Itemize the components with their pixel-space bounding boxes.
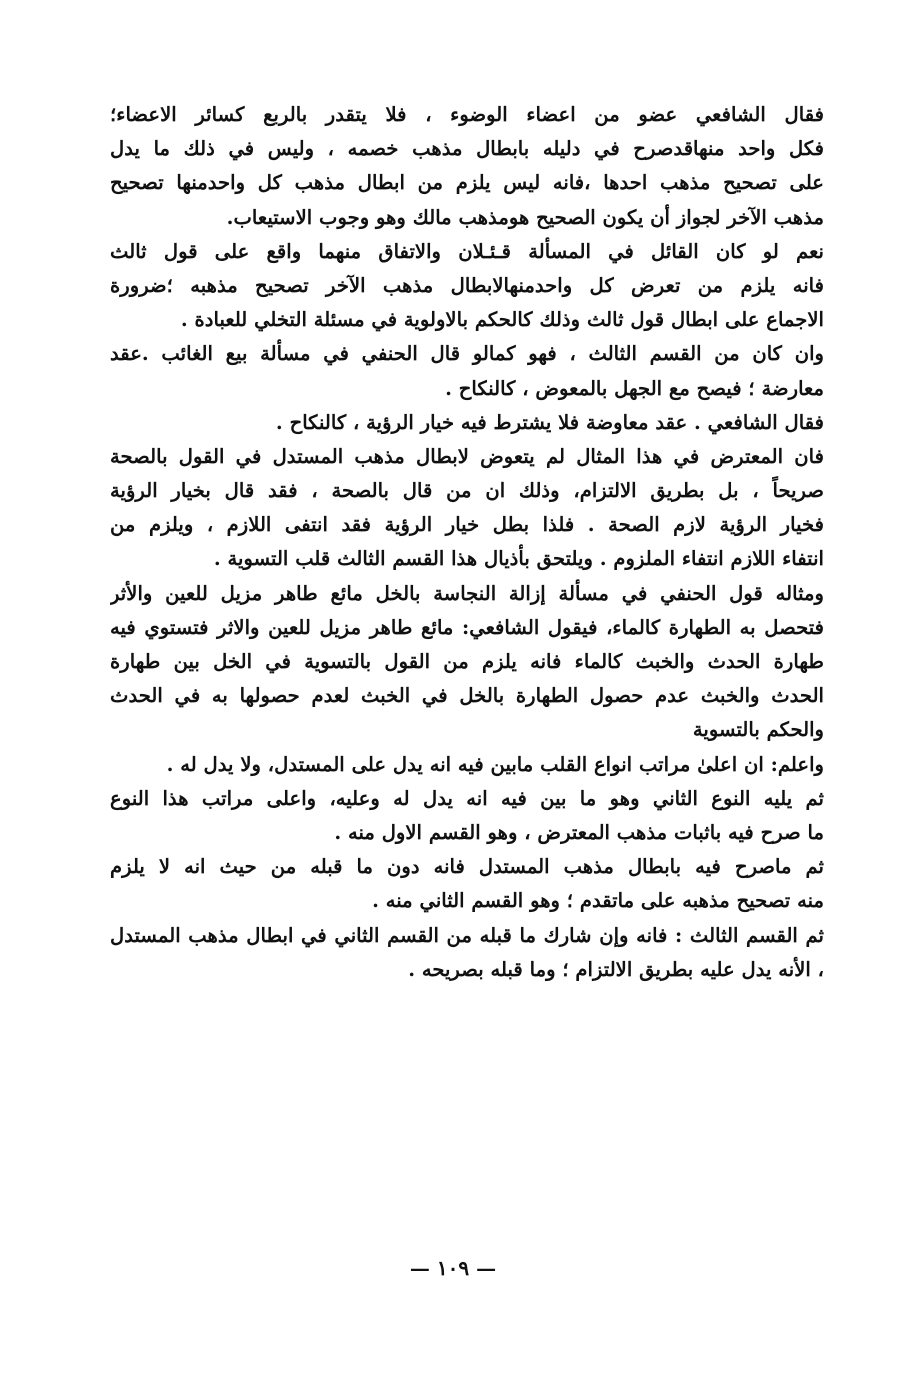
text-line: منه تصحيح مذهبه على ماتقدم ؛ وهو القسم الثاني منه . xyxy=(372,889,824,913)
page-number: — ١٠٩ — xyxy=(409,1256,497,1280)
text-line: ثم ماصرح فيه بابطال مذهب المستدل فانه دون ما قبله من حيث انه لا يلزم xyxy=(110,855,824,879)
text-line: معارضة ؛ فيصح مع الجهل بالمعوض ، كالنكاح . xyxy=(445,376,824,400)
text-line: واعلم: ان اعلىٰ مراتب انواع القلب مابين فيه انه يدل على المستدل، ولا يدل له . xyxy=(166,752,824,776)
text-line: فتحصل به الطهارة كالماء، فيقول الشافعي: مائع طاهر مزيل للعين والاثر فتستوي فيه xyxy=(110,615,824,639)
text-line: الحدث والخبث عدم حصول الطهارة بالخل في الخبث لعدم حصولها به في الحدث xyxy=(110,684,824,708)
text-line: طهارة الحدث والخبث كالماء فانه يلزم من القول بالتسوية في الخل بين طهارة xyxy=(110,650,824,673)
text-line: مذهب الآخر لجواز أن يكون الصحيح هومذهب مالك وهو وجوب الاستيعاب. xyxy=(226,205,824,229)
text-line: فقال الشافعي . عقد معاوضة فلا يشترط فيه خيار الرؤية ، كالنكاح . xyxy=(275,410,824,434)
text-line: فخيار الرؤية لازم الصحة . فلذا بطل خيار الرؤية فقد انتفى اللازم ، ويلزم من xyxy=(110,513,824,537)
text-line: ، الأنه يدل عليه بطريق الالتزام ؛ وما قبله بصريحه . xyxy=(408,957,824,981)
text-line: والحكم بالتسوية xyxy=(692,718,824,742)
text-line: فكل واحد منهاقدصرح في دليله بابطال مذهب خصمه ، وليس في ذلك ما يدل xyxy=(110,137,824,161)
text-line: ثم القسم الثالث : فانه وإن شارك ما قبله من القسم الثاني في ابطال مذهب المستدل xyxy=(110,923,824,947)
text-line: ثم يليه النوع الثاني وهو ما بين فيه انه يدل له وعليه، واعلى مراتب هذا النوع xyxy=(110,786,824,810)
text-line: فقال الشافعي عضو من اعضاء الوضوء ، فلا يتقدر بالربع كسائر الاعضاء؛ xyxy=(110,103,824,126)
text-line: صريحاً ، بل بطريق الالتزام، وذلك ان من قال بالصحة ، فقد قال بخيار الرؤية xyxy=(110,479,824,503)
text-line: ومثاله قول الحنفي في مسألة إزالة النجاسة بالخل مائع طاهر مزيل للعين والأثر xyxy=(110,581,824,605)
text-line: نعم لو كان القائل في المسألة قـئـلان والاتفاق منهما واقع على قول ثالث xyxy=(110,239,824,263)
text-line: على تصحيح مذهب احدها ،فانه ليس يلزم من ابطال مذهب كل واحدمنها تصحيح xyxy=(110,171,824,195)
text-line: ما صرح فيه باثبات مذهب المعترض ، وهو القسم الاول منه . xyxy=(334,820,824,844)
text-line: الاجماع على ابطال قول ثالث وذلك كالحكم بالاولوية في مسئلة التخلي للعبادة . xyxy=(180,308,824,332)
body-text xyxy=(110,98,824,987)
text-line: فانه يلزم من تعرض كل واحدمنهالابطال مذهب الآخر تصحيح مذهبه ؛ضرورة xyxy=(110,273,824,297)
text-line: وان كان من القسم الثالث ، فهو كمالو قال الحنفي في مسألة بيع الغائب .عقد xyxy=(110,342,824,366)
text-line: انتفاء اللازم انتفاء الملزوم . ويلتحق بأذيال هذا القسم الثالث قلب التسوية . xyxy=(213,547,824,571)
text-line: فان المعترض في هذا المثال لم يتعوض لابطال مذهب المستدل في القول بالصحة xyxy=(110,444,824,468)
